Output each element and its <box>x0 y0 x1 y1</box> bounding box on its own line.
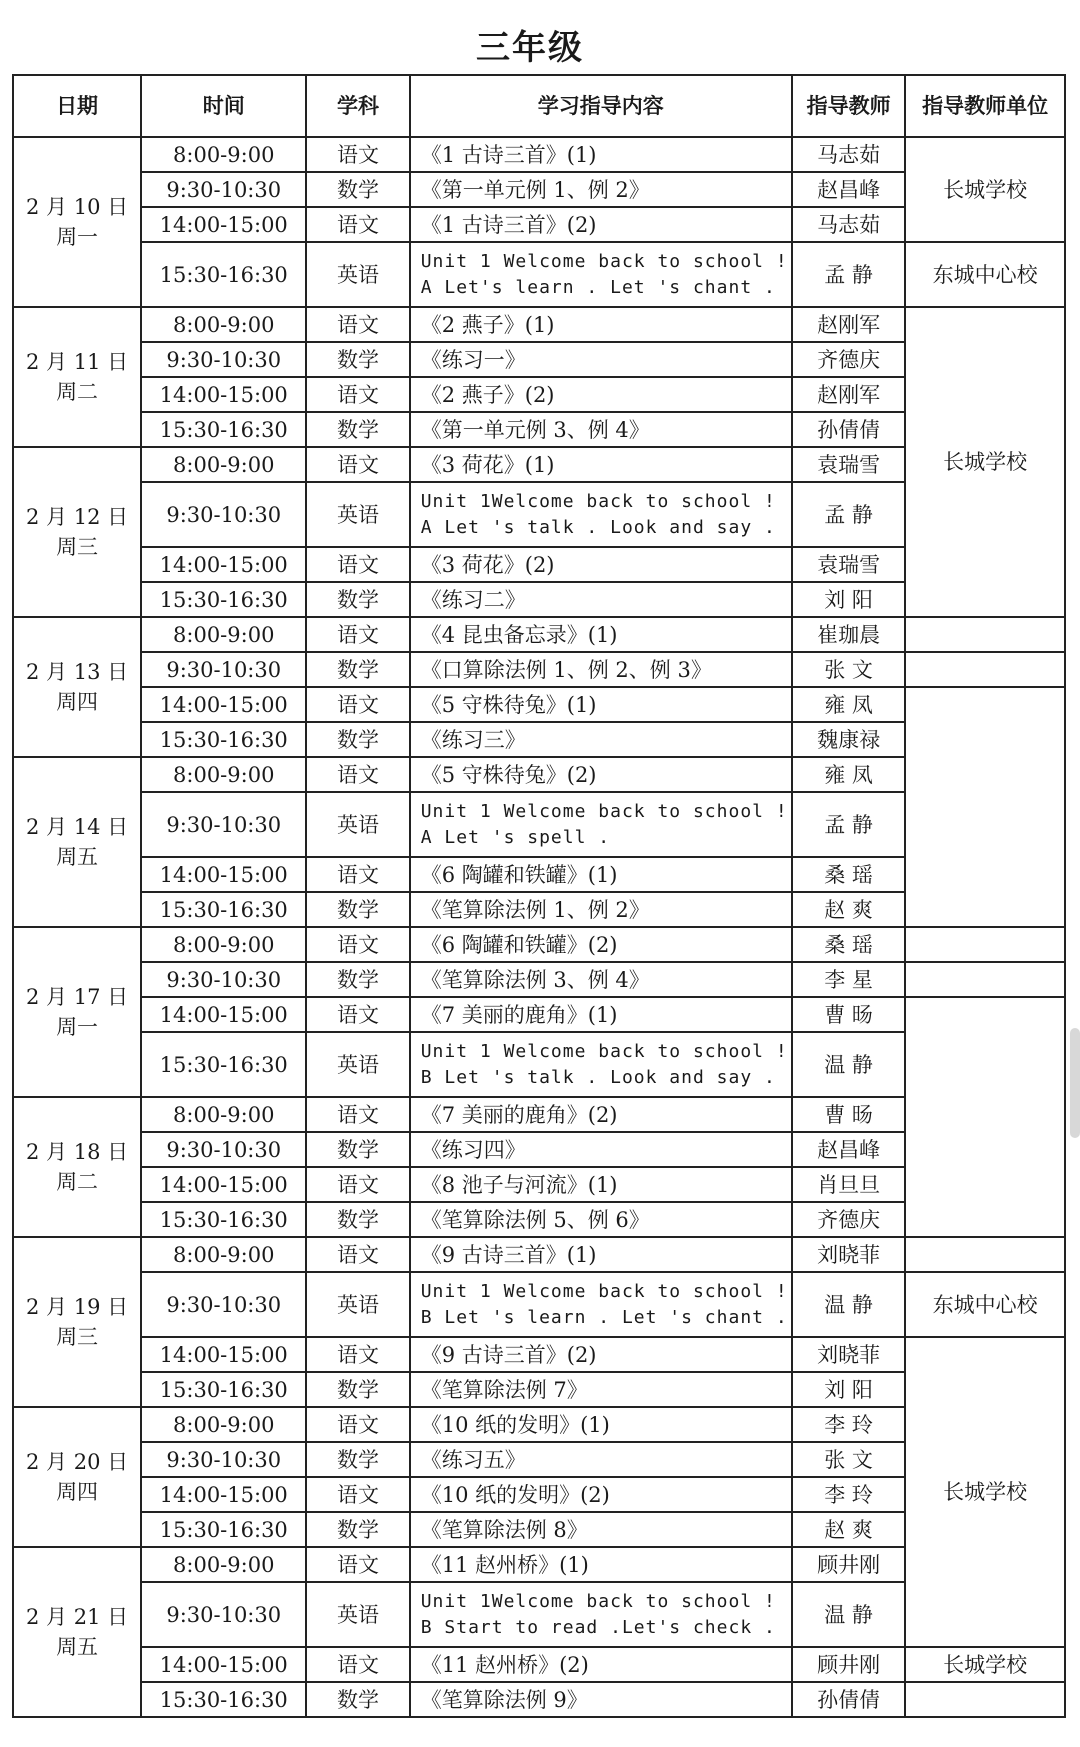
teacher-cell: 刘 阳 <box>792 1372 906 1407</box>
date-label: 2 月 13 日 <box>26 660 129 684</box>
subject-cell: 数学 <box>306 172 409 207</box>
table-row <box>13 1237 1065 1272</box>
time-cell: 14:00-15:00 <box>141 997 306 1032</box>
date-label: 2 月 21 日 <box>26 1605 129 1629</box>
content-cell: 《口算除法例 1、例 2、例 3》 <box>410 652 792 687</box>
subject-cell: 数学 <box>306 1132 409 1167</box>
content-cell: Unit 1Welcome back to school ! A Let 's talk . Look and say . <box>410 482 792 547</box>
time-cell: 15:30-16:30 <box>141 892 306 927</box>
table-row <box>13 242 1065 307</box>
subject-cell: 语文 <box>306 687 409 722</box>
table-row <box>13 927 1065 962</box>
time-cell: 14:00-15:00 <box>141 857 306 892</box>
unit-cell <box>905 687 1065 927</box>
weekday-label: 周一 <box>56 1015 99 1039</box>
teacher-cell: 孟 静 <box>792 482 906 547</box>
content-cell: 《笔算除法例 9》 <box>410 1682 792 1717</box>
time-cell: 8:00-9:00 <box>141 1407 306 1442</box>
teacher-cell: 桑 瑶 <box>792 927 906 962</box>
time-cell: 15:30-16:30 <box>141 1032 306 1097</box>
time-cell: 14:00-15:00 <box>141 547 306 582</box>
teacher-cell: 袁瑞雪 <box>792 447 906 482</box>
time-cell: 9:30-10:30 <box>141 1272 306 1337</box>
subject-cell: 语文 <box>306 617 409 652</box>
time-cell: 9:30-10:30 <box>141 482 306 547</box>
time-cell: 8:00-9:00 <box>141 1237 306 1272</box>
unit-cell: 东城中心校 <box>905 242 1065 307</box>
subject-cell: 语文 <box>306 307 409 342</box>
content-cell: 《练习四》 <box>410 1132 792 1167</box>
unit-cell <box>905 1682 1065 1717</box>
date-cell <box>13 1237 141 1407</box>
content-cell: 《3 荷花》(1) <box>410 447 792 482</box>
time-cell: 15:30-16:30 <box>141 722 306 757</box>
subject-cell: 数学 <box>306 962 409 997</box>
teacher-cell: 赵 爽 <box>792 892 906 927</box>
teacher-cell: 赵昌峰 <box>792 172 906 207</box>
teacher-cell: 温 静 <box>792 1032 906 1097</box>
time-cell: 8:00-9:00 <box>141 137 306 172</box>
teacher-cell: 雍 凤 <box>792 687 906 722</box>
time-cell: 9:30-10:30 <box>141 1442 306 1477</box>
time-cell: 8:00-9:00 <box>141 447 306 482</box>
content-cell: 《5 守株待兔》(1) <box>410 687 792 722</box>
weekday-label: 周二 <box>56 380 99 404</box>
subject-cell: 语文 <box>306 377 409 412</box>
teacher-cell: 齐德庆 <box>792 1202 906 1237</box>
table-row <box>13 1647 1065 1682</box>
content-cell: 《10 纸的发明》(1) <box>410 1407 792 1442</box>
date-label: 2 月 11 日 <box>26 350 129 374</box>
content-cell: 《3 荷花》(2) <box>410 547 792 582</box>
time-cell: 9:30-10:30 <box>141 342 306 377</box>
teacher-cell: 曹 旸 <box>792 997 906 1032</box>
time-cell: 9:30-10:30 <box>141 1132 306 1167</box>
subject-cell: 英语 <box>306 1032 409 1097</box>
header-unit: 指导教师单位 <box>905 75 1065 137</box>
date-label: 2 月 10 日 <box>26 195 129 219</box>
subject-cell: 数学 <box>306 1512 409 1547</box>
teacher-cell: 李 玲 <box>792 1477 906 1512</box>
table-row <box>13 997 1065 1032</box>
teacher-cell: 孙倩倩 <box>792 412 906 447</box>
content-cell: Unit 1Welcome back to school ! B Start to read .Let's check . <box>410 1582 792 1647</box>
content-cell: 《笔算除法例 3、例 4》 <box>410 962 792 997</box>
content-cell: Unit 1 Welcome back to school ! A Let's learn . Let 's chant . <box>410 242 792 307</box>
teacher-cell: 张 文 <box>792 652 906 687</box>
unit-cell <box>905 962 1065 997</box>
time-cell: 8:00-9:00 <box>141 617 306 652</box>
teacher-cell: 刘晓菲 <box>792 1337 906 1372</box>
content-cell: 《4 昆虫备忘录》(1) <box>410 617 792 652</box>
date-cell <box>13 1097 141 1237</box>
date-cell <box>13 617 141 757</box>
content-cell: Unit 1 Welcome back to school ! B Let 's talk . Look and say . <box>410 1032 792 1097</box>
header-row <box>13 75 1065 137</box>
teacher-cell: 孟 静 <box>792 792 906 857</box>
time-cell: 14:00-15:00 <box>141 687 306 722</box>
time-cell: 8:00-9:00 <box>141 757 306 792</box>
weekday-label: 周四 <box>56 1480 99 1504</box>
subject-cell: 语文 <box>306 757 409 792</box>
content-cell: 《7 美丽的鹿角》(1) <box>410 997 792 1032</box>
time-cell: 14:00-15:00 <box>141 377 306 412</box>
subject-cell: 语文 <box>306 207 409 242</box>
table-row <box>13 652 1065 687</box>
content-cell: 《笔算除法例 8》 <box>410 1512 792 1547</box>
content-cell: 《11 赵州桥》(2) <box>410 1647 792 1682</box>
time-cell: 15:30-16:30 <box>141 1372 306 1407</box>
content-cell: 《笔算除法例 5、例 6》 <box>410 1202 792 1237</box>
table-row <box>13 617 1065 652</box>
teacher-cell: 温 静 <box>792 1272 906 1337</box>
subject-cell: 语文 <box>306 997 409 1032</box>
teacher-cell: 袁瑞雪 <box>792 547 906 582</box>
time-cell: 9:30-10:30 <box>141 1582 306 1647</box>
header-date: 日期 <box>13 75 141 137</box>
table-row <box>13 307 1065 342</box>
date-label: 2 月 17 日 <box>26 985 129 1009</box>
content-cell: 《11 赵州桥》(1) <box>410 1547 792 1582</box>
subject-cell: 语文 <box>306 1477 409 1512</box>
unit-cell: 长城学校 <box>905 1647 1065 1682</box>
teacher-cell: 赵刚军 <box>792 307 906 342</box>
subject-cell: 数学 <box>306 1372 409 1407</box>
subject-cell: 数学 <box>306 892 409 927</box>
teacher-cell: 温 静 <box>792 1582 906 1647</box>
content-cell: 《9 古诗三首》(2) <box>410 1337 792 1372</box>
teacher-cell: 齐德庆 <box>792 342 906 377</box>
teacher-cell: 刘 阳 <box>792 582 906 617</box>
teacher-cell: 马志茹 <box>792 137 906 172</box>
page-title: 三年级 <box>476 28 584 68</box>
subject-cell: 数学 <box>306 722 409 757</box>
subject-cell: 英语 <box>306 1272 409 1337</box>
content-cell: 《8 池子与河流》(1) <box>410 1167 792 1202</box>
teacher-cell: 赵 爽 <box>792 1512 906 1547</box>
content-cell: 《6 陶罐和铁罐》(2) <box>410 927 792 962</box>
subject-cell: 语文 <box>306 1407 409 1442</box>
content-cell: 《练习五》 <box>410 1442 792 1477</box>
date-label: 2 月 14 日 <box>26 815 129 839</box>
subject-cell: 语文 <box>306 137 409 172</box>
time-cell: 9:30-10:30 <box>141 792 306 857</box>
teacher-cell: 李 星 <box>792 962 906 997</box>
unit-cell: 东城中心校 <box>905 1272 1065 1337</box>
subject-cell: 语文 <box>306 447 409 482</box>
header-subject: 学科 <box>306 75 409 137</box>
unit-cell <box>905 927 1065 962</box>
time-cell: 15:30-16:30 <box>141 242 306 307</box>
content-cell: Unit 1 Welcome back to school ! A Let 's spell . <box>410 792 792 857</box>
teacher-cell: 肖旦旦 <box>792 1167 906 1202</box>
teacher-cell: 张 文 <box>792 1442 906 1477</box>
teacher-cell: 赵昌峰 <box>792 1132 906 1167</box>
time-cell: 9:30-10:30 <box>141 962 306 997</box>
teacher-cell: 桑 瑶 <box>792 857 906 892</box>
date-cell <box>13 757 141 927</box>
time-cell: 9:30-10:30 <box>141 172 306 207</box>
subject-cell: 英语 <box>306 792 409 857</box>
weekday-label: 周五 <box>56 845 99 869</box>
time-cell: 14:00-15:00 <box>141 1167 306 1202</box>
header-content: 学习指导内容 <box>410 75 792 137</box>
content-cell: 《笔算除法例 7》 <box>410 1372 792 1407</box>
content-cell: 《第一单元例 1、例 2》 <box>410 172 792 207</box>
time-cell: 14:00-15:00 <box>141 1337 306 1372</box>
subject-cell: 数学 <box>306 1442 409 1477</box>
subject-cell: 语文 <box>306 1237 409 1272</box>
table-row <box>13 1272 1065 1337</box>
table-row <box>13 687 1065 722</box>
time-cell: 8:00-9:00 <box>141 927 306 962</box>
unit-cell <box>905 997 1065 1237</box>
table-row <box>13 1682 1065 1717</box>
weekday-label: 周一 <box>56 225 99 249</box>
weekday-label: 周五 <box>56 1635 99 1659</box>
time-cell: 15:30-16:30 <box>141 1512 306 1547</box>
time-cell: 14:00-15:00 <box>141 1647 306 1682</box>
scrollbar[interactable] <box>1070 1028 1080 1138</box>
content-cell: 《9 古诗三首》(1) <box>410 1237 792 1272</box>
time-cell: 14:00-15:00 <box>141 1477 306 1512</box>
teacher-cell: 雍 凤 <box>792 757 906 792</box>
teacher-cell: 崔珈晨 <box>792 617 906 652</box>
content-cell: 《2 燕子》(1) <box>410 307 792 342</box>
content-cell: 《笔算除法例 1、例 2》 <box>410 892 792 927</box>
header-teacher: 指导教师 <box>792 75 906 137</box>
content-cell: 《7 美丽的鹿角》(2) <box>410 1097 792 1132</box>
weekday-label: 周三 <box>56 1325 99 1349</box>
table-row <box>13 962 1065 997</box>
subject-cell: 语文 <box>306 1097 409 1132</box>
date-label: 2 月 18 日 <box>26 1140 129 1164</box>
subject-cell: 数学 <box>306 652 409 687</box>
subject-cell: 语文 <box>306 1647 409 1682</box>
teacher-cell: 赵刚军 <box>792 377 906 412</box>
teacher-cell: 曹 旸 <box>792 1097 906 1132</box>
subject-cell: 语文 <box>306 857 409 892</box>
teacher-cell: 孟 静 <box>792 242 906 307</box>
date-cell <box>13 927 141 1097</box>
content-cell: 《练习二》 <box>410 582 792 617</box>
teacher-cell: 顾井刚 <box>792 1647 906 1682</box>
table-row <box>13 137 1065 172</box>
time-cell: 15:30-16:30 <box>141 412 306 447</box>
table-row <box>13 1337 1065 1372</box>
content-cell: 《6 陶罐和铁罐》(1) <box>410 857 792 892</box>
teacher-cell: 顾井刚 <box>792 1547 906 1582</box>
content-cell: 《1 古诗三首》(2) <box>410 207 792 242</box>
unit-cell <box>905 617 1065 652</box>
content-cell: 《1 古诗三首》(1) <box>410 137 792 172</box>
time-cell: 15:30-16:30 <box>141 582 306 617</box>
teacher-cell: 刘晓菲 <box>792 1237 906 1272</box>
date-label: 2 月 19 日 <box>26 1295 129 1319</box>
weekday-label: 周四 <box>56 690 99 714</box>
date-cell <box>13 137 141 307</box>
content-cell: 《第一单元例 3、例 4》 <box>410 412 792 447</box>
subject-cell: 语文 <box>306 1167 409 1202</box>
subject-cell: 英语 <box>306 1582 409 1647</box>
subject-cell: 数学 <box>306 1202 409 1237</box>
header-time: 时间 <box>141 75 306 137</box>
time-cell: 9:30-10:30 <box>141 652 306 687</box>
time-cell: 14:00-15:00 <box>141 207 306 242</box>
unit-cell: 长城学校 <box>905 1337 1065 1647</box>
date-label: 2 月 20 日 <box>26 1450 129 1474</box>
teacher-cell: 李 玲 <box>792 1407 906 1442</box>
schedule-body <box>13 137 1065 1717</box>
subject-cell: 数学 <box>306 342 409 377</box>
weekday-label: 周三 <box>56 535 99 559</box>
unit-cell <box>905 1237 1065 1272</box>
unit-cell: 长城学校 <box>905 137 1065 242</box>
teacher-cell: 马志茹 <box>792 207 906 242</box>
weekday-label: 周二 <box>56 1170 99 1194</box>
subject-cell: 语文 <box>306 547 409 582</box>
date-label: 2 月 12 日 <box>26 505 129 529</box>
date-cell <box>13 307 141 447</box>
subject-cell: 数学 <box>306 412 409 447</box>
content-cell: 《2 燕子》(2) <box>410 377 792 412</box>
schedule-table <box>12 74 1066 1718</box>
time-cell: 8:00-9:00 <box>141 1547 306 1582</box>
teacher-cell: 孙倩倩 <box>792 1682 906 1717</box>
subject-cell: 数学 <box>306 582 409 617</box>
subject-cell: 语文 <box>306 1337 409 1372</box>
subject-cell: 英语 <box>306 482 409 547</box>
content-cell: 《10 纸的发明》(2) <box>410 1477 792 1512</box>
teacher-cell: 魏康禄 <box>792 722 906 757</box>
time-cell: 8:00-9:00 <box>141 1097 306 1132</box>
content-cell: 《练习三》 <box>410 722 792 757</box>
time-cell: 15:30-16:30 <box>141 1202 306 1237</box>
subject-cell: 语文 <box>306 1547 409 1582</box>
content-cell: Unit 1 Welcome back to school ! B Let 's learn . Let 's chant . <box>410 1272 792 1337</box>
content-cell: 《练习一》 <box>410 342 792 377</box>
date-cell <box>13 1547 141 1717</box>
date-cell <box>13 447 141 617</box>
content-cell: 《5 守株待兔》(2) <box>410 757 792 792</box>
unit-cell <box>905 652 1065 687</box>
time-cell: 15:30-16:30 <box>141 1682 306 1717</box>
subject-cell: 英语 <box>306 242 409 307</box>
unit-cell: 长城学校 <box>905 307 1065 617</box>
subject-cell: 数学 <box>306 1682 409 1717</box>
time-cell: 8:00-9:00 <box>141 307 306 342</box>
date-cell <box>13 1407 141 1547</box>
subject-cell: 语文 <box>306 927 409 962</box>
